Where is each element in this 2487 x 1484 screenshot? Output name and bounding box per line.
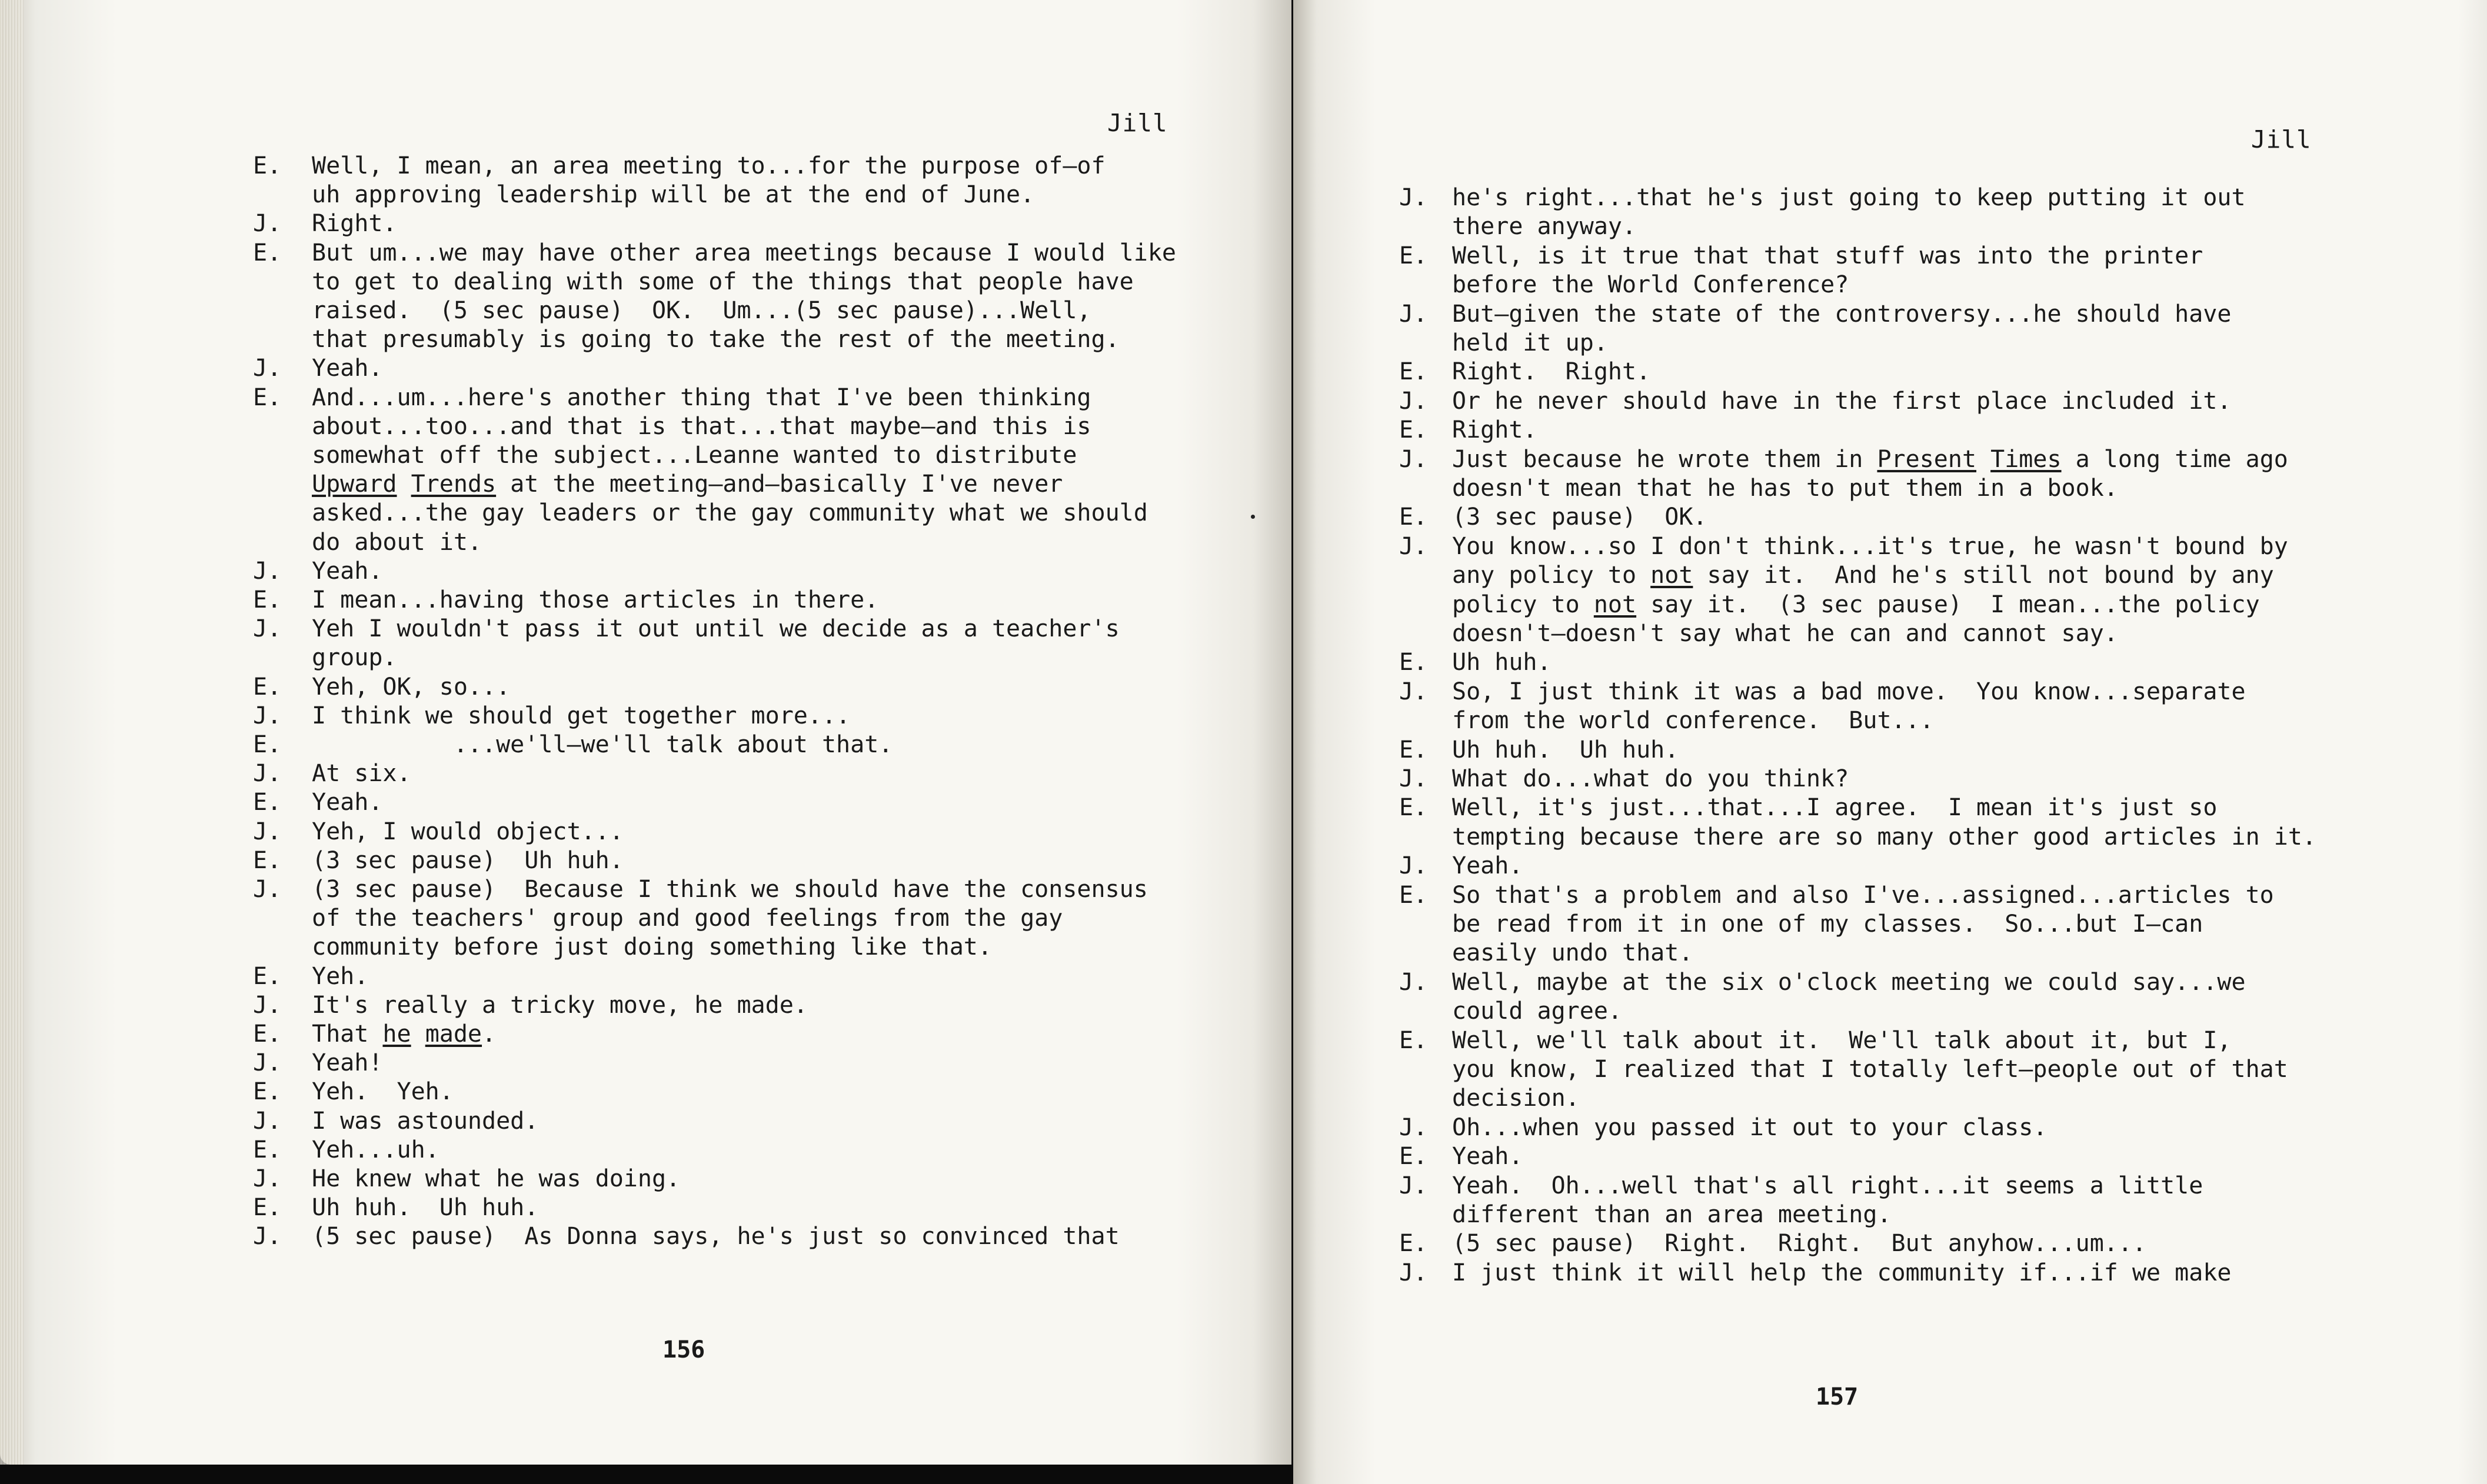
speaker-label: E. xyxy=(253,1136,282,1163)
line-text: he's right...that he's just going to keep putting it out xyxy=(1452,184,2246,211)
speaker-label: J. xyxy=(1399,765,1428,792)
speaker-label: E. xyxy=(1399,1230,1428,1258)
speaker-label: E. xyxy=(253,962,282,990)
speaker-label: E. xyxy=(1399,649,1428,676)
line-text: What do...what do you think? xyxy=(1452,765,1849,792)
page-number: 156 xyxy=(662,1336,705,1363)
speaker-label: J. xyxy=(1399,1172,1428,1199)
line-text: different than an area meeting. xyxy=(1452,1201,1892,1228)
line-text: decision. xyxy=(1452,1085,1580,1112)
line-text: be read from it in one of my classes. So...but I—can xyxy=(1452,911,2203,938)
speaker-label: E. xyxy=(1399,416,1428,444)
speaker-label: J. xyxy=(253,818,282,845)
line-text: Yeh I wouldn't pass it out until we decide as a teacher's xyxy=(312,615,1120,643)
speaker-label: E. xyxy=(1399,358,1428,386)
right-page xyxy=(1293,0,2487,1484)
line-text: Yeah. xyxy=(312,789,383,816)
line-text: from the world conference. But... xyxy=(1452,707,1934,735)
line-text: somewhat off the subject...Leanne wanted to distribute xyxy=(312,442,1077,469)
line-text: held it up. xyxy=(1452,329,1608,356)
speaker-label: J. xyxy=(253,355,282,382)
line-text: (3 sec pause) Because I think we should have the consensus xyxy=(312,876,1148,903)
line-text: Uh huh. Uh huh. xyxy=(1452,736,1679,763)
speaker-label: E. xyxy=(1399,881,1428,909)
line-text: Yeh. xyxy=(312,962,369,990)
line-text: policy to not say it. (3 sec pause) I mean...the policy xyxy=(1452,591,2260,618)
speaker-label: E. xyxy=(253,1021,282,1048)
speaker-label: J. xyxy=(1399,678,1428,705)
line-text: At six. xyxy=(312,760,411,788)
line-text: Yeah. xyxy=(312,557,383,585)
speaker-label: J. xyxy=(253,1165,282,1192)
speaker-label: E. xyxy=(253,846,282,874)
line-text: asked...the gay leaders or the gay community what we should xyxy=(312,499,1148,527)
line-text: uh approving leadership will be at the end of June. xyxy=(312,181,1035,209)
speaker-label: J. xyxy=(1399,852,1428,880)
line-text: (5 sec pause) Right. Right. But anyhow...um... xyxy=(1452,1230,2147,1258)
line-text: But um...we may have other area meetings because I would like xyxy=(312,239,1177,266)
line-text: You know...so I don't think...it's true, he wasn't bound by xyxy=(1452,532,2288,560)
speaker-label: E. xyxy=(1399,736,1428,763)
speaker-label: J. xyxy=(253,876,282,903)
line-text: group. xyxy=(312,644,397,672)
running-head: Jill xyxy=(1107,109,1168,137)
line-text: Yeh. Yeh. xyxy=(312,1078,454,1106)
line-text: I think we should get together more... xyxy=(312,702,851,729)
line-text: Right. Right. xyxy=(1452,358,1651,386)
line-text: Yeah. xyxy=(1452,1143,1523,1170)
line-text: Yeah. xyxy=(312,355,383,382)
speaker-label: J. xyxy=(1399,300,1428,328)
speaker-label: E. xyxy=(253,383,282,411)
line-text: Upward Trends at the meeting—and—basically I've never xyxy=(312,471,1063,498)
ink-speck xyxy=(1251,515,1255,519)
speaker-label: E. xyxy=(253,789,282,816)
line-text: So that's a problem and also I've...assigned...articles to xyxy=(1452,881,2274,909)
line-text: about...too...and that is that...that maybe—and this is xyxy=(312,412,1091,440)
speaker-label: E. xyxy=(1399,1026,1428,1054)
line-text: (3 sec pause) Uh huh. xyxy=(312,846,624,874)
line-text: I mean...having those articles in there. xyxy=(312,586,879,613)
speaker-label: E. xyxy=(253,586,282,613)
line-text: And...um...here's another thing that I've been thinking xyxy=(312,383,1091,411)
line-text: Uh huh. xyxy=(1452,649,1552,676)
line-text: to get to dealing with some of the things that people have xyxy=(312,268,1134,295)
line-text: Well, it's just...that...I agree. I mean it's just so xyxy=(1452,794,2218,822)
speaker-label: J. xyxy=(253,210,282,238)
speaker-label: E. xyxy=(1399,503,1428,531)
page-edge xyxy=(0,0,24,1465)
speaker-label: E. xyxy=(253,1194,282,1222)
speaker-label: E. xyxy=(253,673,282,701)
speaker-label: J. xyxy=(1399,1259,1428,1286)
page-number: 157 xyxy=(1816,1383,1859,1410)
speaker-label: J. xyxy=(253,702,282,729)
line-text: Yeah! xyxy=(312,1049,383,1077)
line-text: raised. (5 sec pause) OK. Um...(5 sec pause)...Well, xyxy=(312,297,1091,324)
speaker-label: E. xyxy=(253,239,282,266)
speaker-label: J. xyxy=(1399,445,1428,473)
speaker-label: J. xyxy=(253,1049,282,1077)
speaker-label: E. xyxy=(253,152,282,179)
line-text: But—given the state of the controversy...he should have xyxy=(1452,300,2232,328)
line-text: (5 sec pause) As Donna says, he's just so convinced that xyxy=(312,1223,1120,1250)
line-text: doesn't—doesn't say what he can and cannot say. xyxy=(1452,620,2118,647)
speaker-label: J. xyxy=(253,1223,282,1250)
line-text: Well, I mean, an area meeting to...for the purpose of—of xyxy=(312,152,1106,179)
line-text: doesn't mean that he has to put them in a book. xyxy=(1452,475,2118,502)
line-text: of the teachers' group and good feelings from the gay xyxy=(312,905,1063,932)
speaker-label: J. xyxy=(253,1107,282,1135)
speaker-label: E. xyxy=(1399,1143,1428,1170)
line-text: you know, I realized that I totally left—people out of that xyxy=(1452,1056,2288,1083)
speaker-label: E. xyxy=(253,731,282,758)
speaker-label: J. xyxy=(1399,184,1428,211)
line-text: Well, is it true that that stuff was into the printer xyxy=(1452,242,2203,269)
speaker-label: J. xyxy=(1399,387,1428,415)
line-text: That he made. xyxy=(312,1021,497,1048)
line-text: Or he never should have in the first place included it. xyxy=(1452,387,2232,415)
line-text: Well, maybe at the six o'clock meeting we could say...we xyxy=(1452,968,2246,996)
line-text: Oh...when you passed it out to your class. xyxy=(1452,1113,2047,1141)
line-text: Well, we'll talk about it. We'll talk about it, but I, xyxy=(1452,1026,2232,1054)
line-text: Yeah. Oh...well that's all right...it seems a little xyxy=(1452,1172,2203,1199)
line-text: there anyway. xyxy=(1452,213,1637,241)
line-text: I just think it will help the community if...if we make xyxy=(1452,1259,2232,1286)
line-text: (3 sec pause) OK. xyxy=(1452,503,1707,531)
speaker-label: J. xyxy=(1399,532,1428,560)
line-text: Yeh, OK, so... xyxy=(312,673,511,701)
line-text: community before just doing something like that. xyxy=(312,933,992,961)
line-text: Yeh, I would object... xyxy=(312,818,624,845)
line-text: So, I just think it was a bad move. You know...separate xyxy=(1452,678,2246,705)
speaker-label: E. xyxy=(1399,242,1428,269)
speaker-label: J. xyxy=(1399,1113,1428,1141)
speaker-label: J. xyxy=(253,615,282,643)
speaker-label: E. xyxy=(253,1078,282,1106)
line-text: before the World Conference? xyxy=(1452,271,1849,299)
line-text: It's really a tricky move, he made. xyxy=(312,991,808,1019)
line-text: He knew what he was doing. xyxy=(312,1165,681,1192)
speaker-label: J. xyxy=(1399,968,1428,996)
line-text: Right. xyxy=(312,210,397,238)
speaker-label: E. xyxy=(1399,794,1428,822)
speaker-label: J. xyxy=(253,557,282,585)
line-text: that presumably is going to take the rest of the meeting. xyxy=(312,326,1120,354)
speaker-label: J. xyxy=(253,991,282,1019)
line-text: ...we'll—we'll talk about that. xyxy=(312,731,893,758)
speaker-label: J. xyxy=(253,760,282,788)
line-text: easily undo that. xyxy=(1452,939,1693,967)
line-text: Yeh...uh. xyxy=(312,1136,440,1163)
running-head: Jill xyxy=(2251,125,2312,154)
line-text: any policy to not say it. And he's still not bound by any xyxy=(1452,562,2274,589)
line-text: do about it. xyxy=(312,528,482,556)
line-text: Yeah. xyxy=(1452,852,1523,880)
line-text: Right. xyxy=(1452,416,1537,444)
line-text: Just because he wrote them in Present Times a long time ago xyxy=(1452,445,2288,473)
line-text: could agree. xyxy=(1452,998,1622,1025)
line-text: tempting because there are so many other good articles in it. xyxy=(1452,823,2317,851)
line-text: I was astounded. xyxy=(312,1107,539,1135)
line-text: Uh huh. Uh huh. xyxy=(312,1194,539,1222)
